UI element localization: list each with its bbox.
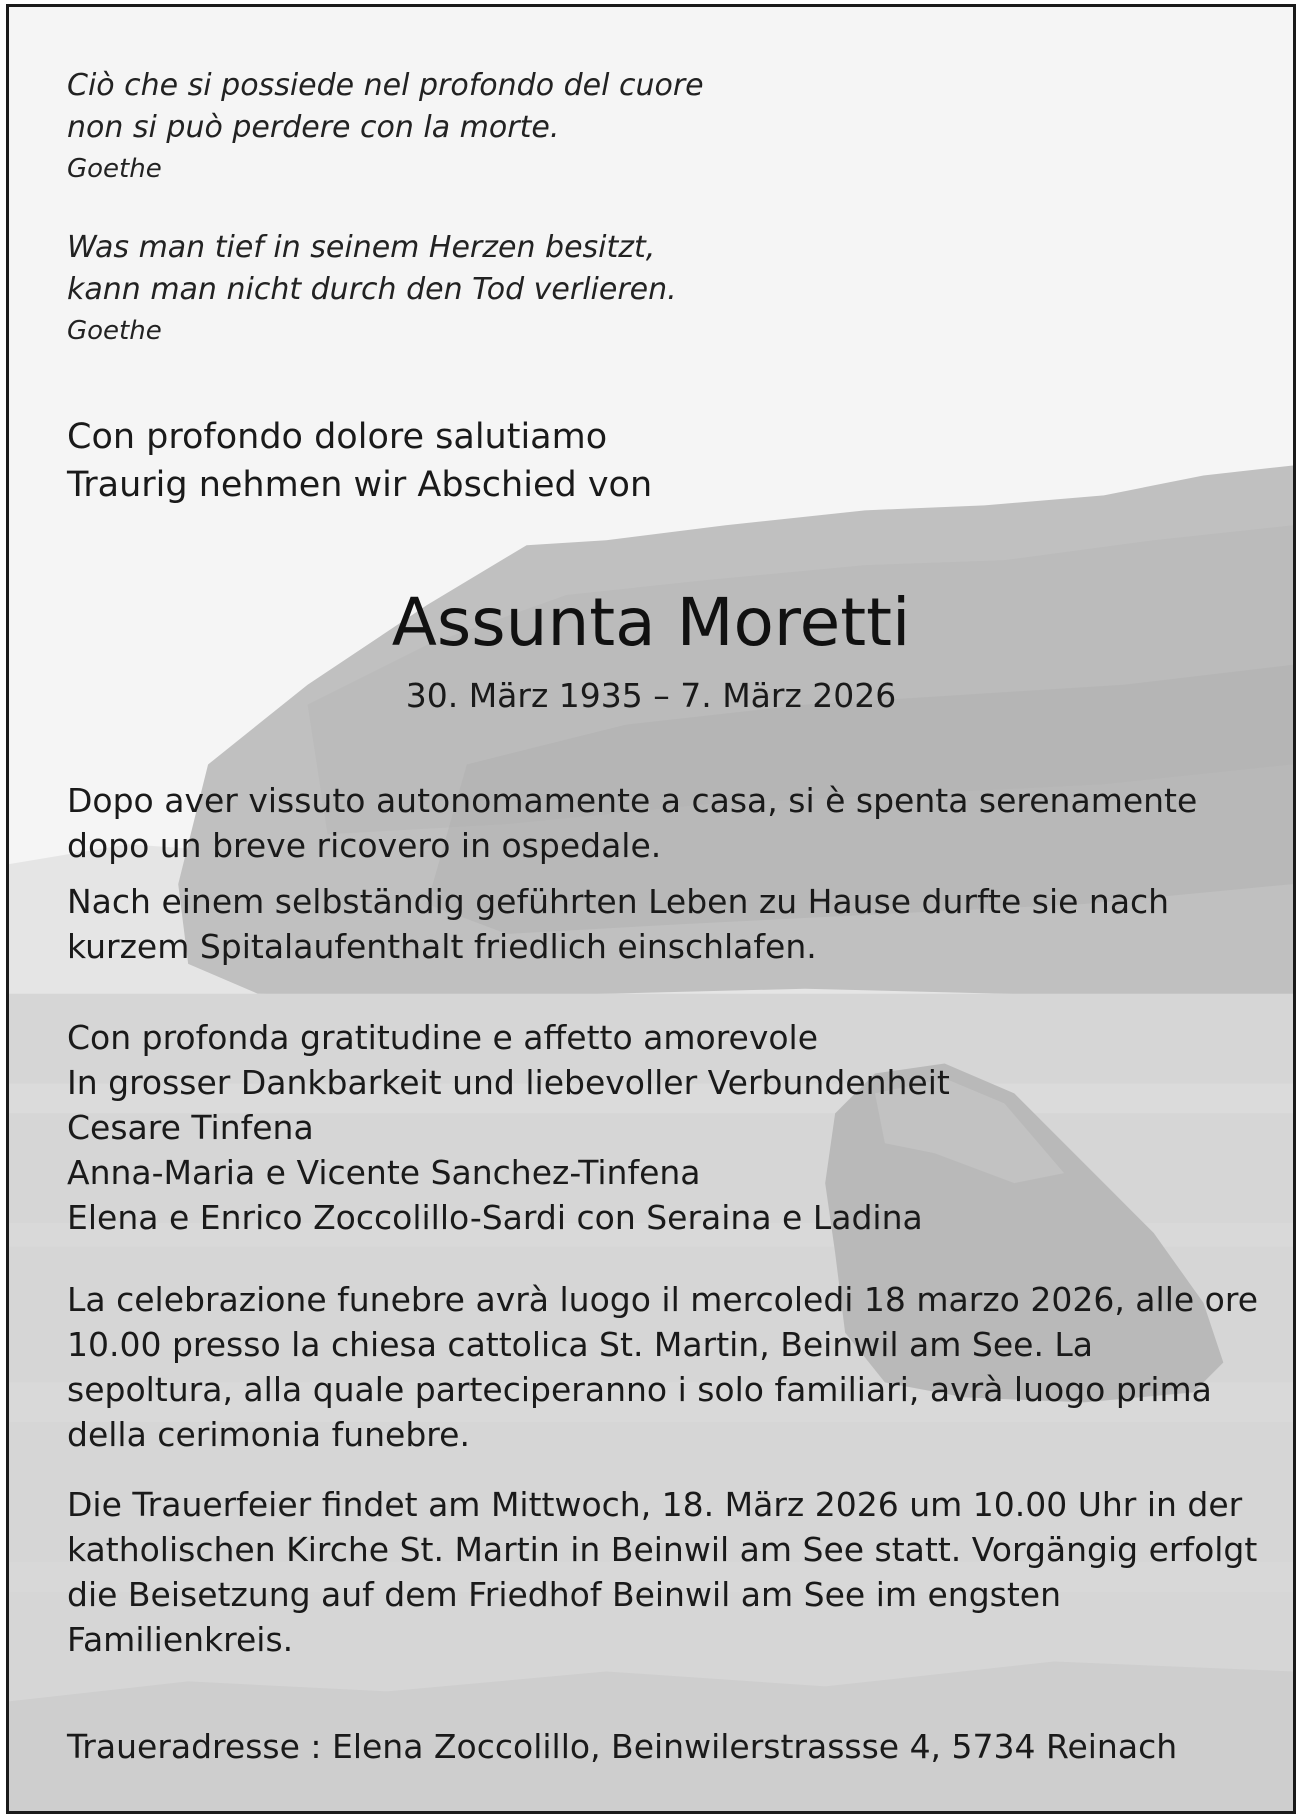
notice-content: [9, 7, 1293, 1811]
life-dates: 30. März 1935 – 7. März 2026: [405, 676, 897, 715]
ceremony-german: Die Trauerfeier findet am Mittwoch, 18. März 2026 um 10.00 Uhr in der katholischen Kirche St. Martin in Beinwil am See statt. Vorgängig erfolgt die Beisetzung auf dem Friedhof Beinwil am See im engsten Familienkreis.: [67, 1485, 1258, 1659]
intro-line-italian: Con profondo dolore salutiamo: [67, 417, 608, 457]
quote-italian: [67, 65, 704, 189]
obituary-notice: [6, 4, 1296, 1814]
quote-line: Ciò che si possiede nel profondo del cuore: [67, 68, 704, 103]
quote-line: non si può perdere con la morte.: [67, 110, 560, 145]
mourner-name: Elena e Enrico Zoccolillo-Sardi con Seraina e Ladina: [67, 1198, 923, 1237]
thanks-line-german: In grosser Dankbarkeit und liebevoller Verbundenheit: [67, 1063, 950, 1102]
quote-german: [67, 227, 677, 351]
quote-line: kann man nicht durch den Tod verlieren.: [67, 272, 677, 307]
quote-author: Goethe: [67, 316, 162, 346]
mourners-list: [67, 1015, 950, 1240]
thanks-line-italian: Con profonda gratitudine e affetto amorevole: [67, 1018, 819, 1057]
message-italian: Dopo aver vissuto autonomamente a casa, si è spenta serenamente dopo un breve ricovero in ospedale.: [67, 781, 1198, 865]
mourning-address: Traueradresse : Elena Zoccolillo, Beinwilerstrassse 4, 5734 Reinach: [67, 1727, 1178, 1766]
ceremony-italian: La celebrazione funebre avrà luogo il mercoledi 18 marzo 2026, alle ore 10.00 presso la chiesa cattolica St. Martin, Beinwil am See. La sepoltura, alla quale parteciperanno i solo familiari, avrà luogo prima della cerimonia funebre.: [67, 1280, 1258, 1454]
mourner-name: Cesare Tinfena: [67, 1108, 314, 1147]
mourner-name: Anna-Maria e Vicente Sanchez-Tinfena: [67, 1153, 701, 1192]
quote-line: Was man tief in seinem Herzen besitzt,: [67, 230, 656, 265]
intro-line-german: Traurig nehmen wir Abschied von: [67, 465, 653, 505]
message-german: Nach einem selbständig geführten Leben zu Hause durfte sie nach kurzem Spitalaufenthalt friedlich einschlafen.: [67, 882, 1170, 966]
intro-text: [67, 413, 652, 509]
deceased-name: Assunta Moretti: [391, 584, 911, 661]
quote-author: Goethe: [67, 154, 162, 184]
